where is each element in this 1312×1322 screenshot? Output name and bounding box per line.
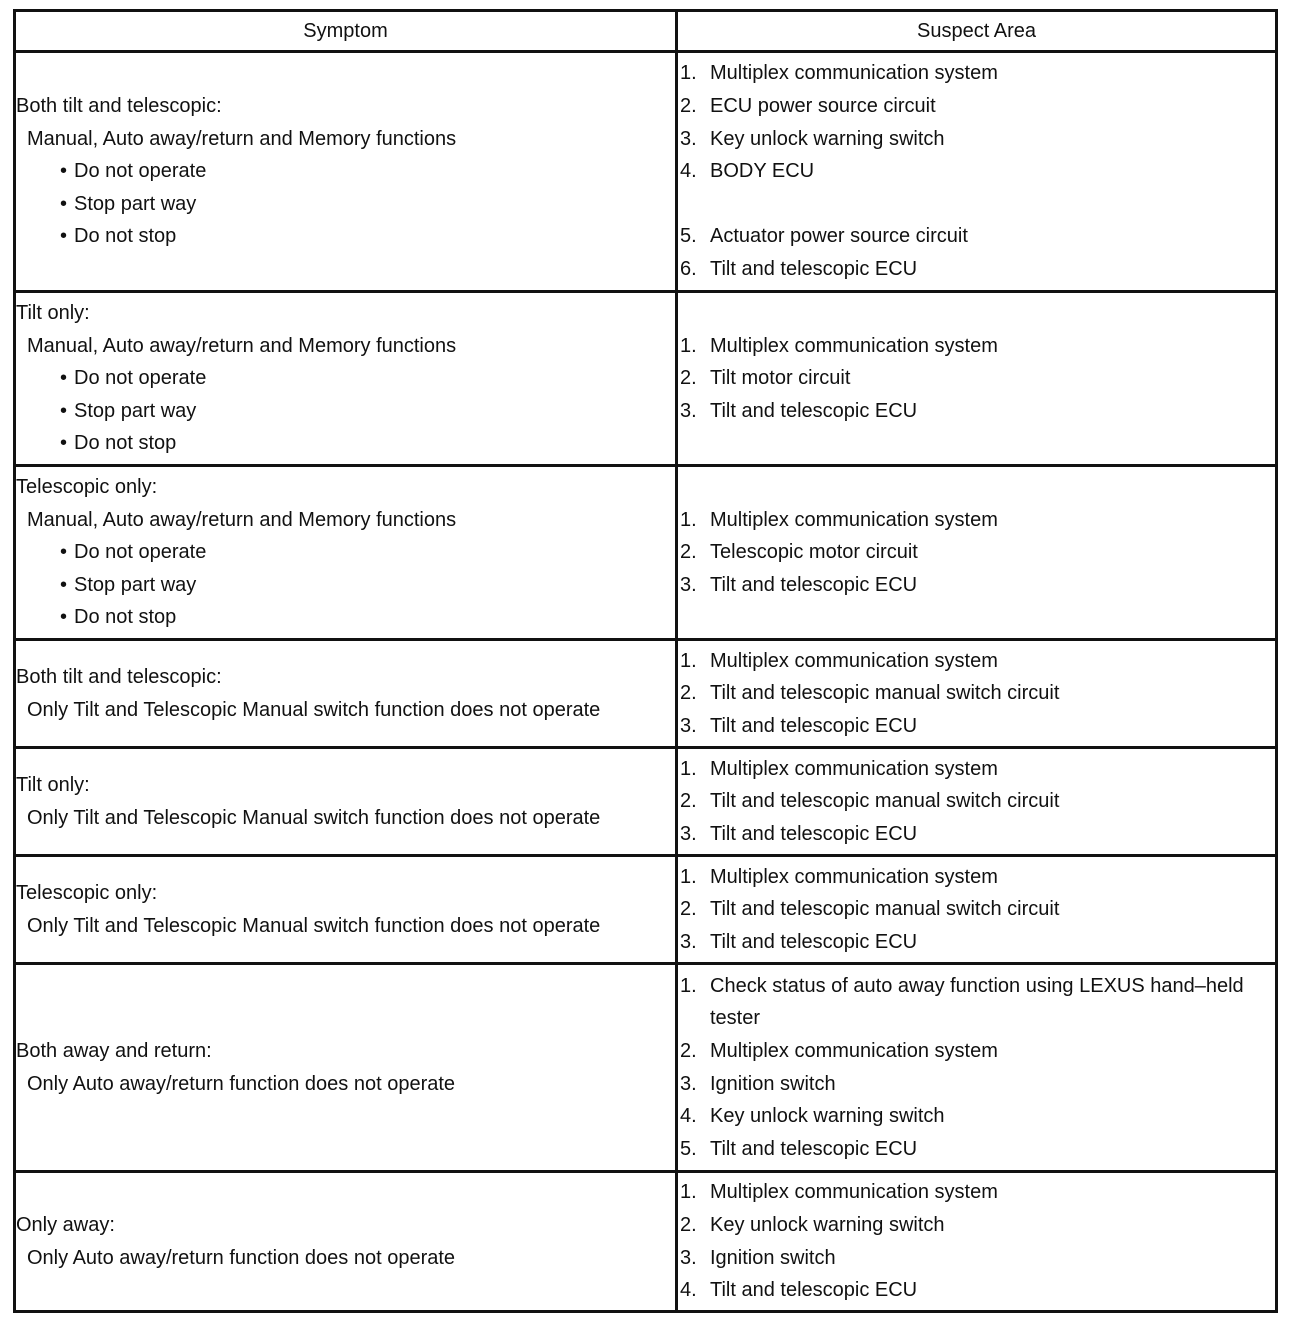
symptom-description: Only Tilt and Telescopic Manual switch function does not operate — [27, 806, 601, 829]
suspect-area-cell — [677, 964, 1277, 1172]
table-row — [15, 1172, 1277, 1312]
item-number: 2. — [680, 367, 697, 390]
item-number: 3. — [680, 399, 697, 422]
item-text: Key unlock warning switch — [710, 1213, 945, 1236]
item-number: 2. — [680, 898, 697, 921]
suspect-area-cell — [677, 640, 1277, 748]
item-number: 3. — [680, 127, 697, 150]
table-row — [15, 748, 1277, 856]
symptom-cell — [15, 640, 677, 748]
item-number: 2. — [680, 790, 697, 813]
item-number: 2. — [680, 682, 697, 705]
symptom-bullet: • Stop part way — [60, 569, 675, 602]
suspect-area-list — [678, 970, 1275, 1166]
item-number: 5. — [680, 1137, 697, 1160]
symptom-description: Only Tilt and Telescopic Manual switch function does not operate — [27, 914, 601, 937]
symptom-cell — [15, 52, 677, 292]
item-number: 3. — [680, 822, 697, 845]
suspect-area-item — [678, 1133, 1275, 1166]
table-row — [15, 856, 1277, 964]
suspect-area-item — [678, 861, 1275, 894]
suspect-area-item — [678, 220, 1275, 253]
item-number: 1. — [680, 865, 697, 888]
item-number: 2. — [680, 95, 697, 118]
suspect-area-item — [678, 893, 1275, 926]
symptom-cell — [15, 466, 677, 640]
item-text: Tilt and telescopic ECU — [710, 822, 918, 845]
suspect-area-item — [678, 970, 1275, 1035]
symptom-header: Symptom — [15, 11, 677, 52]
suspect-area-item — [678, 536, 1275, 569]
symptom-description: Manual, Auto away/return and Memory functions — [27, 334, 457, 357]
item-text: Key unlock warning switch — [710, 1105, 945, 1128]
item-number: 3. — [680, 1072, 697, 1095]
symptom-heading: Only away: — [16, 1213, 115, 1236]
suspect-area-item — [678, 818, 1275, 851]
item-text: Key unlock warning switch — [710, 127, 945, 150]
symptom-bullet: • Do not stop — [60, 220, 675, 253]
symptom-bullet: • Do not stop — [60, 601, 675, 634]
header-row — [15, 11, 1277, 52]
suspect-area-list — [678, 504, 1275, 602]
item-text: Actuator power source circuit — [710, 225, 968, 248]
symptom-cell — [15, 1172, 677, 1312]
suspect-area-item — [678, 785, 1275, 818]
suspect-area-item — [678, 1209, 1275, 1242]
item-text: Tilt and telescopic manual switch circuit — [710, 682, 1060, 705]
symptom-heading: Both tilt and telescopic: — [16, 665, 222, 688]
item-text: Tilt and telescopic ECU — [710, 1137, 918, 1160]
item-text: Multiplex communication system — [710, 334, 998, 357]
table-body — [15, 52, 1277, 1312]
suspect-area-item — [678, 155, 1275, 188]
symptom-description: Only Tilt and Telescopic Manual switch function does not operate — [27, 698, 601, 721]
item-number: 3. — [680, 573, 697, 596]
symptom-heading: Telescopic only: — [16, 881, 158, 904]
suspect-area-item — [678, 1242, 1275, 1275]
suspect-area-list — [678, 645, 1275, 743]
suspect-area-item — [678, 710, 1275, 743]
item-number: 1. — [680, 508, 697, 531]
symptom-heading: Tilt only: — [16, 302, 90, 325]
suspect-area-cell — [677, 856, 1277, 964]
symptom-bullet: • Do not stop — [60, 427, 675, 460]
symptom-bullet: • Do not operate — [60, 362, 675, 395]
symptom-cell — [15, 748, 677, 856]
suspect-area-item — [678, 926, 1275, 959]
item-number: 5. — [680, 225, 697, 248]
item-number: 2. — [680, 541, 697, 564]
item-text: Tilt and telescopic ECU — [710, 257, 918, 280]
suspect-area-item — [678, 1035, 1275, 1068]
item-number: 1. — [680, 974, 697, 997]
item-number: 3. — [680, 714, 697, 737]
item-text: Ignition switch — [710, 1072, 836, 1095]
table-row — [15, 292, 1277, 466]
item-text: Tilt motor circuit — [710, 367, 851, 390]
suspect-area-cell — [677, 1172, 1277, 1312]
table-row — [15, 640, 1277, 748]
item-number: 1. — [680, 62, 697, 85]
item-text: Telescopic motor circuit — [710, 541, 918, 564]
item-text: Tilt and telescopic manual switch circuit — [710, 898, 1060, 921]
suspect-area-item — [678, 90, 1275, 123]
suspect-area-item — [678, 253, 1275, 286]
item-text: Multiplex communication system — [710, 649, 998, 672]
symptom-cell — [15, 292, 677, 466]
suspect-area-item — [678, 645, 1275, 678]
symptom-bullet: • Do not operate — [60, 155, 675, 188]
suspect-area-list — [678, 753, 1275, 851]
symptom-heading: Both away and return: — [16, 1039, 212, 1062]
suspect-area-item — [678, 362, 1275, 395]
suspect-area-list — [678, 861, 1275, 959]
suspect-area-item — [678, 1274, 1275, 1307]
suspect-area-item — [678, 1100, 1275, 1133]
symptom-bullet: • Do not operate — [60, 536, 675, 569]
suspect-area-item — [678, 504, 1275, 537]
item-text: Tilt and telescopic ECU — [710, 399, 918, 422]
item-number: 6. — [680, 257, 697, 280]
item-number: 1. — [680, 649, 697, 672]
item-number: 4. — [680, 160, 697, 183]
symptom-bullet: • Stop part way — [60, 188, 675, 221]
suspect-area-item — [678, 1068, 1275, 1101]
symptom-bullet-list — [16, 362, 675, 460]
item-number: 1. — [680, 1181, 697, 1204]
item-text: Tilt and telescopic manual switch circuit — [710, 790, 1060, 813]
item-text: Multiplex communication system — [710, 865, 998, 888]
symptom-heading: Both tilt and telescopic: — [16, 95, 222, 118]
symptom-description: Only Auto away/return function does not operate — [27, 1072, 456, 1095]
symptom-description: Only Auto away/return function does not operate — [27, 1246, 456, 1269]
item-number: 3. — [680, 1246, 697, 1269]
suspect-area-cell — [677, 52, 1277, 292]
item-text: Multiplex communication system — [710, 1039, 998, 1062]
suspect-area-list — [678, 57, 1275, 285]
symptom-description: Manual, Auto away/return and Memory functions — [27, 127, 457, 150]
troubleshooting-table — [13, 9, 1278, 1313]
suspect-area-item — [678, 1176, 1275, 1209]
item-number: 2. — [680, 1213, 697, 1236]
symptom-description: Manual, Auto away/return and Memory functions — [27, 508, 457, 531]
item-number: 3. — [680, 930, 697, 953]
table-row — [15, 52, 1277, 292]
item-text: Tilt and telescopic ECU — [710, 714, 918, 737]
symptom-heading: Telescopic only: — [16, 476, 158, 499]
item-text: Check status of auto away function using LEXUS hand–held tester — [710, 974, 1244, 1030]
item-text: BODY ECU — [710, 160, 815, 183]
item-text: Tilt and telescopic ECU — [710, 573, 918, 596]
item-number: 4. — [680, 1105, 697, 1128]
item-text: Tilt and telescopic ECU — [710, 930, 918, 953]
symptom-cell — [15, 856, 677, 964]
suspect-area-item — [678, 753, 1275, 786]
symptom-cell — [15, 964, 677, 1172]
item-number: 2. — [680, 1039, 697, 1062]
suspect-area-item — [678, 330, 1275, 363]
symptom-heading: Tilt only: — [16, 773, 90, 796]
table-row — [15, 964, 1277, 1172]
suspect-area-cell — [677, 466, 1277, 640]
suspect-area-item — [678, 123, 1275, 156]
suspect-area-item — [678, 57, 1275, 90]
item-text: Ignition switch — [710, 1246, 836, 1269]
suspect-area-cell — [677, 748, 1277, 856]
item-text: Tilt and telescopic ECU — [710, 1279, 918, 1302]
symptom-bullet-list — [16, 536, 675, 634]
symptom-bullet: • Stop part way — [60, 395, 675, 428]
item-text: Multiplex communication system — [710, 757, 998, 780]
item-number: 1. — [680, 334, 697, 357]
suspect-area-item — [678, 569, 1275, 602]
suspect-area-header: Suspect Area — [677, 11, 1277, 52]
suspect-area-item — [678, 395, 1275, 428]
item-text: Multiplex communication system — [710, 508, 998, 531]
item-text: Multiplex communication system — [710, 62, 998, 85]
suspect-area-cell — [677, 292, 1277, 466]
item-number: 1. — [680, 757, 697, 780]
item-number: 4. — [680, 1279, 697, 1302]
table-row — [15, 466, 1277, 640]
item-text: ECU power source circuit — [710, 95, 936, 118]
suspect-area-list — [678, 1176, 1275, 1306]
suspect-area-list — [678, 330, 1275, 428]
suspect-area-item — [678, 677, 1275, 710]
symptom-bullet-list — [16, 155, 675, 253]
item-text: Multiplex communication system — [710, 1181, 998, 1204]
